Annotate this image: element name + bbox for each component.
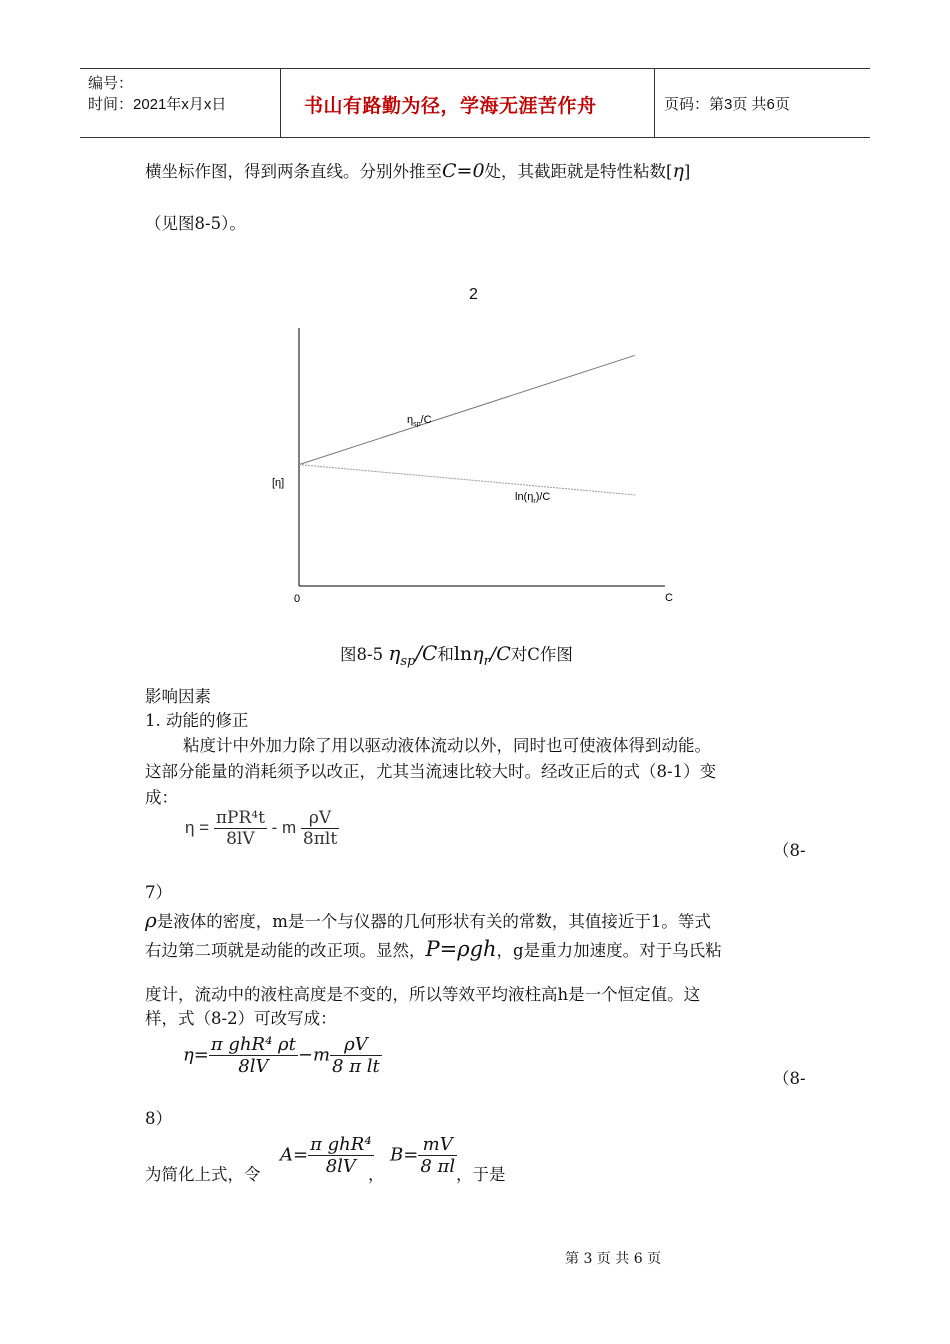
paragraph-text: 右边第二项就是动能的改正项。显然， [145, 941, 426, 960]
eq-numerator: πPR⁴t [215, 808, 265, 828]
simplify-comma: ， [368, 1165, 385, 1184]
eq-lhs: η= [183, 1044, 209, 1066]
section-title: 影响因素 [145, 687, 211, 706]
eq-denominator: 8lV [238, 1056, 269, 1077]
equation-tag: 7） [145, 883, 172, 902]
header-meta [88, 73, 226, 115]
figure-caption [340, 640, 573, 675]
figure-top-label: 2 [469, 286, 478, 303]
eq-fraction [301, 808, 339, 849]
eq-denominator: 8 π lt [332, 1056, 380, 1077]
rho-symbol: ρ [145, 908, 157, 932]
eq-denominator: 8lV [325, 1156, 356, 1177]
paragraph-text: ，g是重力加速度。对于乌氏粘 [496, 941, 722, 960]
origin-label: 0 [294, 593, 301, 605]
eq-numerator: π ghR⁴ ρt [210, 1034, 296, 1055]
section-item-1: 1. 动能的修正 [145, 711, 249, 730]
header-date: 时间：2021年x月x日 [88, 96, 227, 113]
intro-text: ] [683, 162, 691, 181]
series-line-2 [299, 465, 635, 495]
header-page-info: 页码：第3页 共6页 [664, 96, 790, 113]
paragraph-line: 粘度计中外加力除了用以驱动液体流动以外，同时也可使液体得到动能。 [183, 736, 711, 755]
paragraph-line: 这部分能量的消耗须予以改正，尤其当流速比较大时。经改正后的式（8-1）变 [145, 762, 717, 781]
intercept-label: [η] [272, 477, 285, 489]
equation-tag: 8） [145, 1109, 172, 1128]
equation-tag: （8- [773, 1069, 806, 1088]
formula-b [390, 1134, 457, 1177]
paragraph-text: 是液体的密度，m是一个与仪器的几何形状有关的常数，其值接近于1。等式 [156, 912, 711, 931]
equation-8-7 [185, 808, 339, 849]
caption-prefix: 图8-5 [340, 645, 384, 664]
intro-text: 处，其截距就是特性粘数[ [484, 162, 673, 181]
caption-formula-2: lnη$_r$/C [453, 643, 511, 669]
simplify-before: 为简化上式，令 [145, 1165, 261, 1184]
rho-line-4: 样，式（8-2）可改写成： [145, 1009, 337, 1028]
equation-tag: （8- [773, 841, 806, 860]
eq-fraction [418, 1134, 457, 1177]
intro-line-1 [145, 158, 690, 185]
eq-lhs: B= [390, 1144, 419, 1166]
rho-line-3: 度计，流动中的液柱高度是不变的，所以等效平均液柱高h是一个恒定值。这 [145, 985, 701, 1004]
eq-fraction [209, 1034, 298, 1077]
eq-denominator: 8 πl [420, 1156, 456, 1177]
eq-mid: - m [271, 817, 297, 837]
eq-fraction [308, 1134, 373, 1177]
eta-symbol: η [672, 160, 684, 182]
simplify-after: ，于是 [456, 1165, 506, 1184]
eq-lhs: η = [185, 817, 210, 837]
header-divider [280, 69, 281, 137]
eq-denominator: 8lV [226, 829, 255, 849]
x-axis-label: C [665, 592, 673, 604]
series-label-eta-sp: $\eta_{sp}/C$ [407, 414, 432, 428]
series-label-ln-eta-r: $\ln(\eta_r)/C$ [515, 491, 551, 505]
eq-mid: −m [297, 1044, 331, 1066]
eq-denominator: 8πlt [302, 829, 338, 849]
caption-formula-1: $\eta_{sp}/C$ [388, 641, 438, 669]
eq-fraction [330, 1034, 382, 1077]
eq-numerator: ρV [301, 808, 339, 829]
header-number: 编号： [88, 75, 134, 92]
header-motto: 书山有路勤为径，学海无涯苦作舟 [304, 96, 597, 117]
eq-numerator: ρV [330, 1034, 382, 1056]
page-header [80, 68, 870, 138]
eq-numerator: mV [418, 1134, 457, 1156]
rho-line-2 [145, 936, 722, 964]
header-divider [654, 69, 655, 137]
series-layer [299, 355, 635, 495]
series-line-1 [299, 355, 635, 464]
formula-p-rho-gh: P=ρgh [425, 937, 497, 961]
equation-8-8 [183, 1034, 382, 1077]
eq-lhs: A= [280, 1144, 309, 1166]
formula-a [280, 1134, 374, 1177]
figure-chart [260, 320, 700, 610]
page-footer: 第 3 页 共 6 页 [565, 1251, 662, 1267]
intro-line-2: （见图8-5）。 [145, 214, 246, 233]
rho-line-1 [145, 907, 711, 935]
formula-c-zero: C=0 [442, 160, 485, 182]
paragraph-line: 成： [145, 788, 178, 807]
eq-numerator: π ghR⁴ [310, 1134, 372, 1155]
intro-text: 横坐标作图，得到两条直线。分别外推至 [145, 162, 442, 181]
caption-suffix: 对C作图 [510, 645, 573, 664]
eq-fraction [214, 808, 267, 849]
caption-mid: 和 [437, 645, 454, 664]
